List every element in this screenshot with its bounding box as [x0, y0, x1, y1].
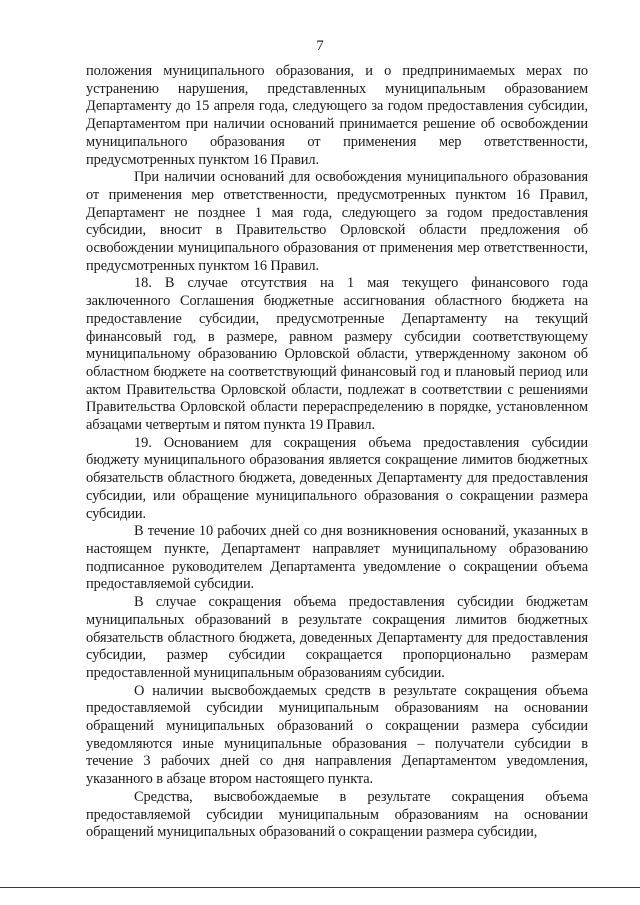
paragraph-proportional-reduction: В случае сокращения объема предоставления субсидии бюджетам муниципальных образований в результате сокращения лимитов бюджетных обязательств областного бюджета, доведенных Департаменту для предоставления субсидии, размер субсидии сокращается пропорционально размерам предоставленной муниципальным образованиям субсидии.: [86, 594, 588, 681]
document-body: [86, 63, 588, 842]
paragraph-item-18: 18. В случае отсутствия на 1 мая текущего финансового года заключенного Соглашения бюджетные ассигнования областного бюджета на предоставление субсидии, предусмотренные Департаменту на текущий финансовый год, в размере, равном размеру субсидии соответствующему муниципальному образованию Орловской области, утвержденному законом об областном бюджете на соответствующий финансовый год и плановый период или актом Правительства Орловской области, подлежат в соответствии с решениями Правительства Орловской области перераспределению в порядке, установленном абзацами четвертым и пятом пункта 19 Правил.: [86, 275, 588, 434]
paragraph-notification-deadline: В течение 10 рабочих дней со дня возникновения оснований, указанных в настоящем пункте, Департамент направляет муниципальному образованию подписанное руководителем Департамента уведомление о сокращении объема предоставляемой субсидии.: [86, 523, 588, 593]
paragraph-released-funds-notice: О наличии высвобождаемых средств в результате сокращения объема предоставляемой субсидии муниципальным образованиям на основании обращений муниципальных образований о сокращении размера субсидии уведомляются иные муниципальные образования – получатели субсидии в течение 3 рабочих дней со дня направления Департаментом уведомления, указанного в абзаце втором настоящего пункта.: [86, 682, 588, 788]
paragraph-released-funds: Средства, высвобождаемые в результате сокращения объема предоставляемой субсидии муниципальным образованиям на основании обращений муниципальных образований о сокращении размера субсидии,: [86, 788, 588, 841]
page-number: 7: [316, 38, 324, 54]
bottom-divider: [0, 887, 640, 888]
paragraph-exemption-proposal: При наличии оснований для освобождения муниципального образования от применения мер ответственности, предусмотренных пунктом 16 Правил, Департамент не позднее 1 мая года, следующего за годом предоставления субсидии, вносит в Правительство Орловской области предложения об освобождении муниципального образования от применения мер ответственности, предусмотренных пунктом 16 Правил.: [86, 169, 588, 274]
paragraph-continuation: положения муниципального образования, и о предпринимаемых мерах по устранению нарушения, представленных муниципальным образованием Департаменту до 15 апреля года, следующего за годом предоставления субсидии, Департаментом при наличии оснований принимается решение об освобождении муниципального образования от применения мер ответственности, предусмотренных пунктом 16 Правил.: [86, 63, 588, 168]
paragraph-item-19: 19. Основанием для сокращения объема предоставления субсидии бюджету муниципального образования является сокращение лимитов бюджетных обязательств областного бюджета, доведенных Департаменту для предоставления субсидии, или обращение муниципального образования о сокращении размера субсидии.: [86, 434, 588, 522]
